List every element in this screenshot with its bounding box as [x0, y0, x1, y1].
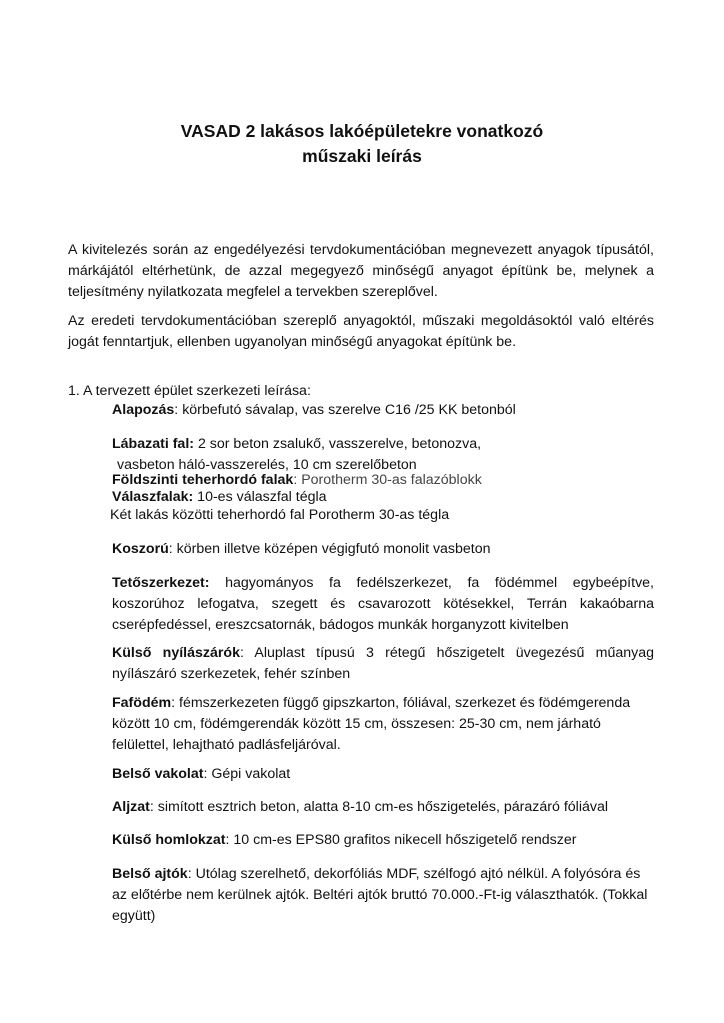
title-line-1: VASAD 2 lakásos lakóépületekre vonatkozó: [180, 121, 544, 141]
item-kulso-homlokzat: [112, 830, 654, 851]
item-text: : fémszerkezeten függő gipszkarton, fóliával, szerkezet és födémgerenda között 10 cm, födémgerendák között 15 cm, összesen: 25-30 cm, nem járható felülettel, lehajtható padlásfeljáróval.: [112, 695, 631, 753]
item-ket-lakas-fal: Két lakás közötti teherhordó fal Porotherm 30-as tégla: [110, 507, 450, 523]
item-label: Külső homlokzat: [112, 832, 226, 848]
item-label: Koszorú: [112, 541, 169, 557]
item-separator: :: [174, 402, 179, 418]
item-text: : Gépi vakolat: [203, 766, 291, 782]
item-label: Földszinti teherhordó falak: [112, 472, 294, 488]
intro-paragraph-1: A kivitelezés során az engedélyezési tervdokumentációban megnevezett anyagok típusától, márkájától eltérhetünk, de azzal megegyező minőségű anyagot építünk be, melynek a teljesítmény nyilatkozata megfelel a tervekben szereplővel.: [68, 242, 654, 300]
item-koszoru: [112, 539, 654, 560]
item-text: : simított esztrich beton, alatta 8-10 cm-es hőszigetelés, párazáró fóliával: [149, 799, 609, 815]
document-title: [0, 119, 724, 169]
item-label: Aljzat: [112, 799, 150, 815]
item-text: : Porotherm 30-as falazóblokk: [293, 472, 482, 488]
item-belso-ajtok: [112, 864, 654, 927]
item-text: 10-es válaszfal tégla: [193, 489, 327, 505]
item-label: Külső nyílászárók: [112, 645, 240, 661]
item-label: Belső ajtók: [112, 866, 188, 882]
intro-paragraph-2: Az eredeti tervdokumentációban szereplő anyagoktól, műszaki megoldásoktól való eltérés jogát fenntartjuk, ellenben ugyanolyan minőségű anyagokat építünk be.: [68, 313, 654, 350]
item-kulso-nyilaszarok: [112, 643, 654, 685]
title-line-2: műszaki leírás: [302, 146, 422, 166]
item-label: Alapozás: [112, 402, 175, 418]
item-label: Tetőszerkezet:: [112, 575, 210, 591]
item-text: : Aluplast típusú 3 rétegű hőszigetelt üvegezésű műanyag nyílászáró szerkezetek, fehér színben: [112, 645, 655, 682]
item-text: 2 sor beton zsalukő, vasszerelve, betonozva,: [194, 436, 482, 452]
item-alapozas: [112, 400, 654, 421]
item-label: Válaszfalak:: [112, 489, 194, 505]
item-label: Lábazati fal:: [112, 436, 194, 452]
item-label: Belső vakolat: [112, 766, 204, 782]
item-text: körbefutó sávalap, vas szerelve C16 /25 KK betonból: [178, 402, 516, 418]
item-text-continued: vasbeton háló-vasszerelés, 10 cm szerelőbeton: [117, 457, 417, 473]
item-fafodem: [112, 693, 654, 756]
item-text: : körben illetve középen végigfutó monolit vasbeton: [168, 541, 491, 557]
item-belso-vakolat: [112, 764, 654, 785]
item-label: Fafödém: [112, 695, 172, 711]
item-tetoszerkezet: [112, 573, 654, 636]
section-heading: 1. A tervezett épület szerkezeti leírása:: [68, 383, 311, 399]
item-text: hagyományos fa fedélszerkezet, fa födémmel egybeépítve, koszorúhoz lefogatva, szegett és csavarozott kötésekkel, Terrán kakaóbarna cserépfedéssel, ereszcsatornák, bádogos munkák horganyzott kivitelben: [112, 575, 654, 633]
item-text: : Utólag szerelhető, dekorfóliás MDF, szélfogó ajtó nélkül. A folyósóra és az előtérbe nem kerülnek ajtók. Beltéri ajtók bruttó 70.000.-Ft-ig választhatók. (Tokkal együtt): [112, 866, 648, 924]
item-aljzat: [112, 797, 654, 818]
item-text: : 10 cm-es EPS80 grafitos nikecell hőszigetelő rendszer: [225, 832, 577, 848]
